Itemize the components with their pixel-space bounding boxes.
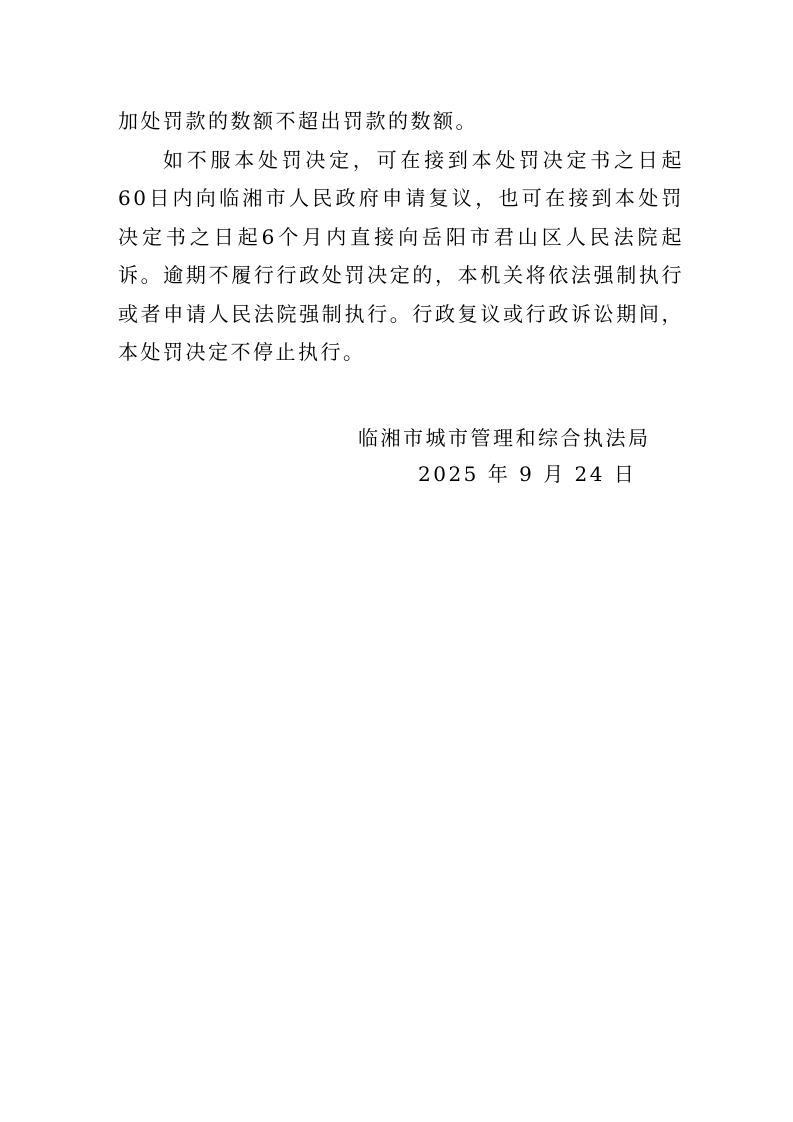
document-body bbox=[118, 102, 684, 372]
paragraph-continuation: 加处罚款的数额不超出罚款的数额。 bbox=[118, 109, 478, 133]
paragraph-appeal-notice: 如不服本处罚决定，可在接到本处罚决定书之日起60日内向临湘市人民政府申请复议，也可在接到本处罚决定书之日起6个月内直接向岳阳市君山区人民法院起诉。逾期不履行行政处罚决定的，本机关将依法强制执行或者申请人民法院强制执行。行政复议或行政诉讼期间，本处罚决定不停止执行。 bbox=[118, 147, 684, 364]
signature-block bbox=[358, 420, 678, 492]
issue-date: 2025 年 9 月 24 日 bbox=[418, 462, 637, 486]
issuing-organization: 临湘市城市管理和综合执法局 bbox=[358, 426, 651, 450]
